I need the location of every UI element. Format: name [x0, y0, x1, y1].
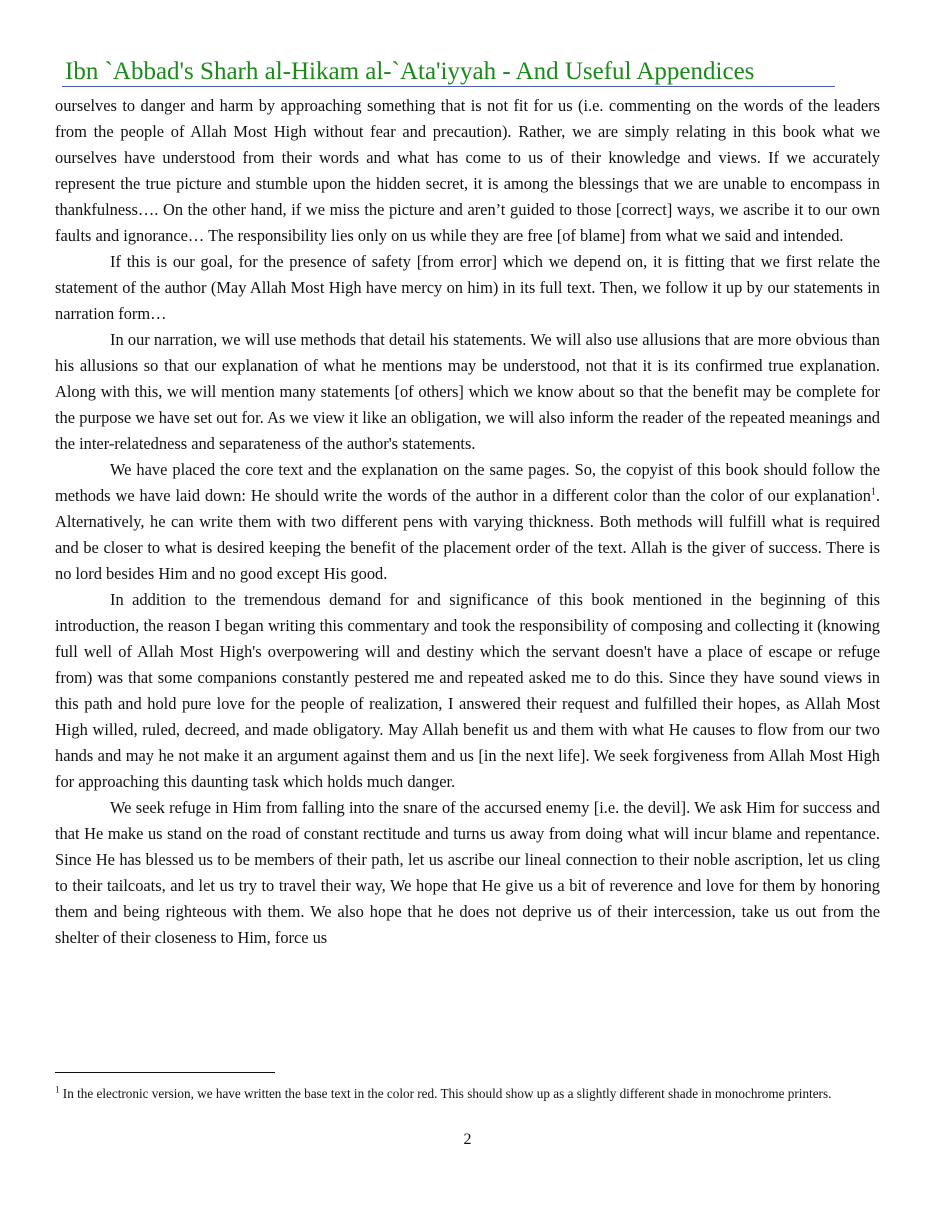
footnote [55, 1083, 880, 1105]
header-underline [62, 86, 835, 87]
footnote-marker: 1 [55, 1084, 60, 1095]
footnote-text: In the electronic version, we have written the base text in the color red. This should show up as a slightly different shade in monochrome printers. [59, 1086, 832, 1101]
footnote-separator [55, 1072, 275, 1073]
paragraph-6: We seek refuge in Him from falling into the snare of the accursed enemy [i.e. the devil]. We ask Him for success and that He make us stand on the road of constant rectitude and turns us away from doing what will incur blame and repentance. Since He has blessed us to be members of their path, let us ascribe our lineal connection to their noble ascription, let us cling to their tailcoats, and let us try to travel their way, We hope that He give us a bit of reverence and love for them by honoring them and being righteous with them. We also hope that he does not deprive us of their intercession, take us out from the shelter of their closeness to Him, force us [55, 798, 880, 947]
paragraph-3: In our narration, we will use methods that detail his statements. We will also use allusions that are more obvious than his allusions so that our explanation of what he mentions may be understood, not that it is its confirmed true explanation. Along with this, we will mention many statements [of others] which we know about so that the benefit may be complete for the purpose we have set out for. As we view it like an obligation, we will also inform the reader of the repeated meanings and the inter-relatedness and separateness of the author's statements. [55, 330, 880, 453]
page-header-title: Ibn `Abbad's Sharh al-Hikam al-`Ata'iyyah - And Useful Appendices [65, 58, 755, 85]
paragraph-2: If this is our goal, for the presence of safety [from error] which we depend on, it is fitting that we first relate the statement of the author (May Allah Most High have mercy on him) in its full text. Then, we follow it up by our statements in narration form… [55, 252, 880, 323]
paragraph-4-part-b: . Alternatively, he can write them with two different pens with varying thickness. Both methods will fulfill what is required and be closer to what is desired keeping the benefit of the placement order of the text. Allah is the giver of success. There is no lord besides Him and no good except His good. [55, 486, 880, 583]
paragraph-4-part-a: We have placed the core text and the explanation on the same pages. So, the copyist of this book should follow the methods we have laid down: He should write the words of the author in a different color than the color of our explanation [55, 460, 880, 505]
paragraph-5: In addition to the tremendous demand for and significance of this book mentioned in the beginning of this introduction, the reason I began writing this commentary and took the responsibility of composing and collecting it (knowing full well of Allah Most High's overpowering will and destiny which the servant doesn't have a place of escape or refuge from) was that some companions constantly pestered me and repeated asked me to do this. Since they have sound views in this path and hold pure love for the people of realization, I answered their request and fulfilled their hopes, as Allah Most High willed, ruled, decreed, and made obligatory. May Allah benefit us and them with what He causes to flow from our two hands and may he not make it an argument against them and us [in the next life]. We seek forgiveness from Allah Most High for approaching this daunting task which holds much danger. [55, 590, 880, 791]
main-text [55, 93, 880, 951]
paragraph-4 [55, 457, 880, 587]
footnote-reference[interactable]: 1 [870, 486, 876, 498]
page-number: 2 [463, 1131, 472, 1148]
paragraph-1: ourselves to danger and harm by approaching something that is not fit for us (i.e. commenting on the words of the leaders from the people of Allah Most High without fear and precaution). Rather, we are simply relating in this book what we ourselves have understood from their words and what has come to us of their knowledge and views. If we accurately represent the true picture and stumble upon the hidden secret, it is among the blessings that we are unable to encompass in thankfulness…. On the other hand, if we miss the picture and aren’t guided to those [correct] ways, we ascribe it to our own faults and ignorance… The responsibility lies only on us while they are free [of blame] from what we said and intended. [55, 96, 880, 245]
